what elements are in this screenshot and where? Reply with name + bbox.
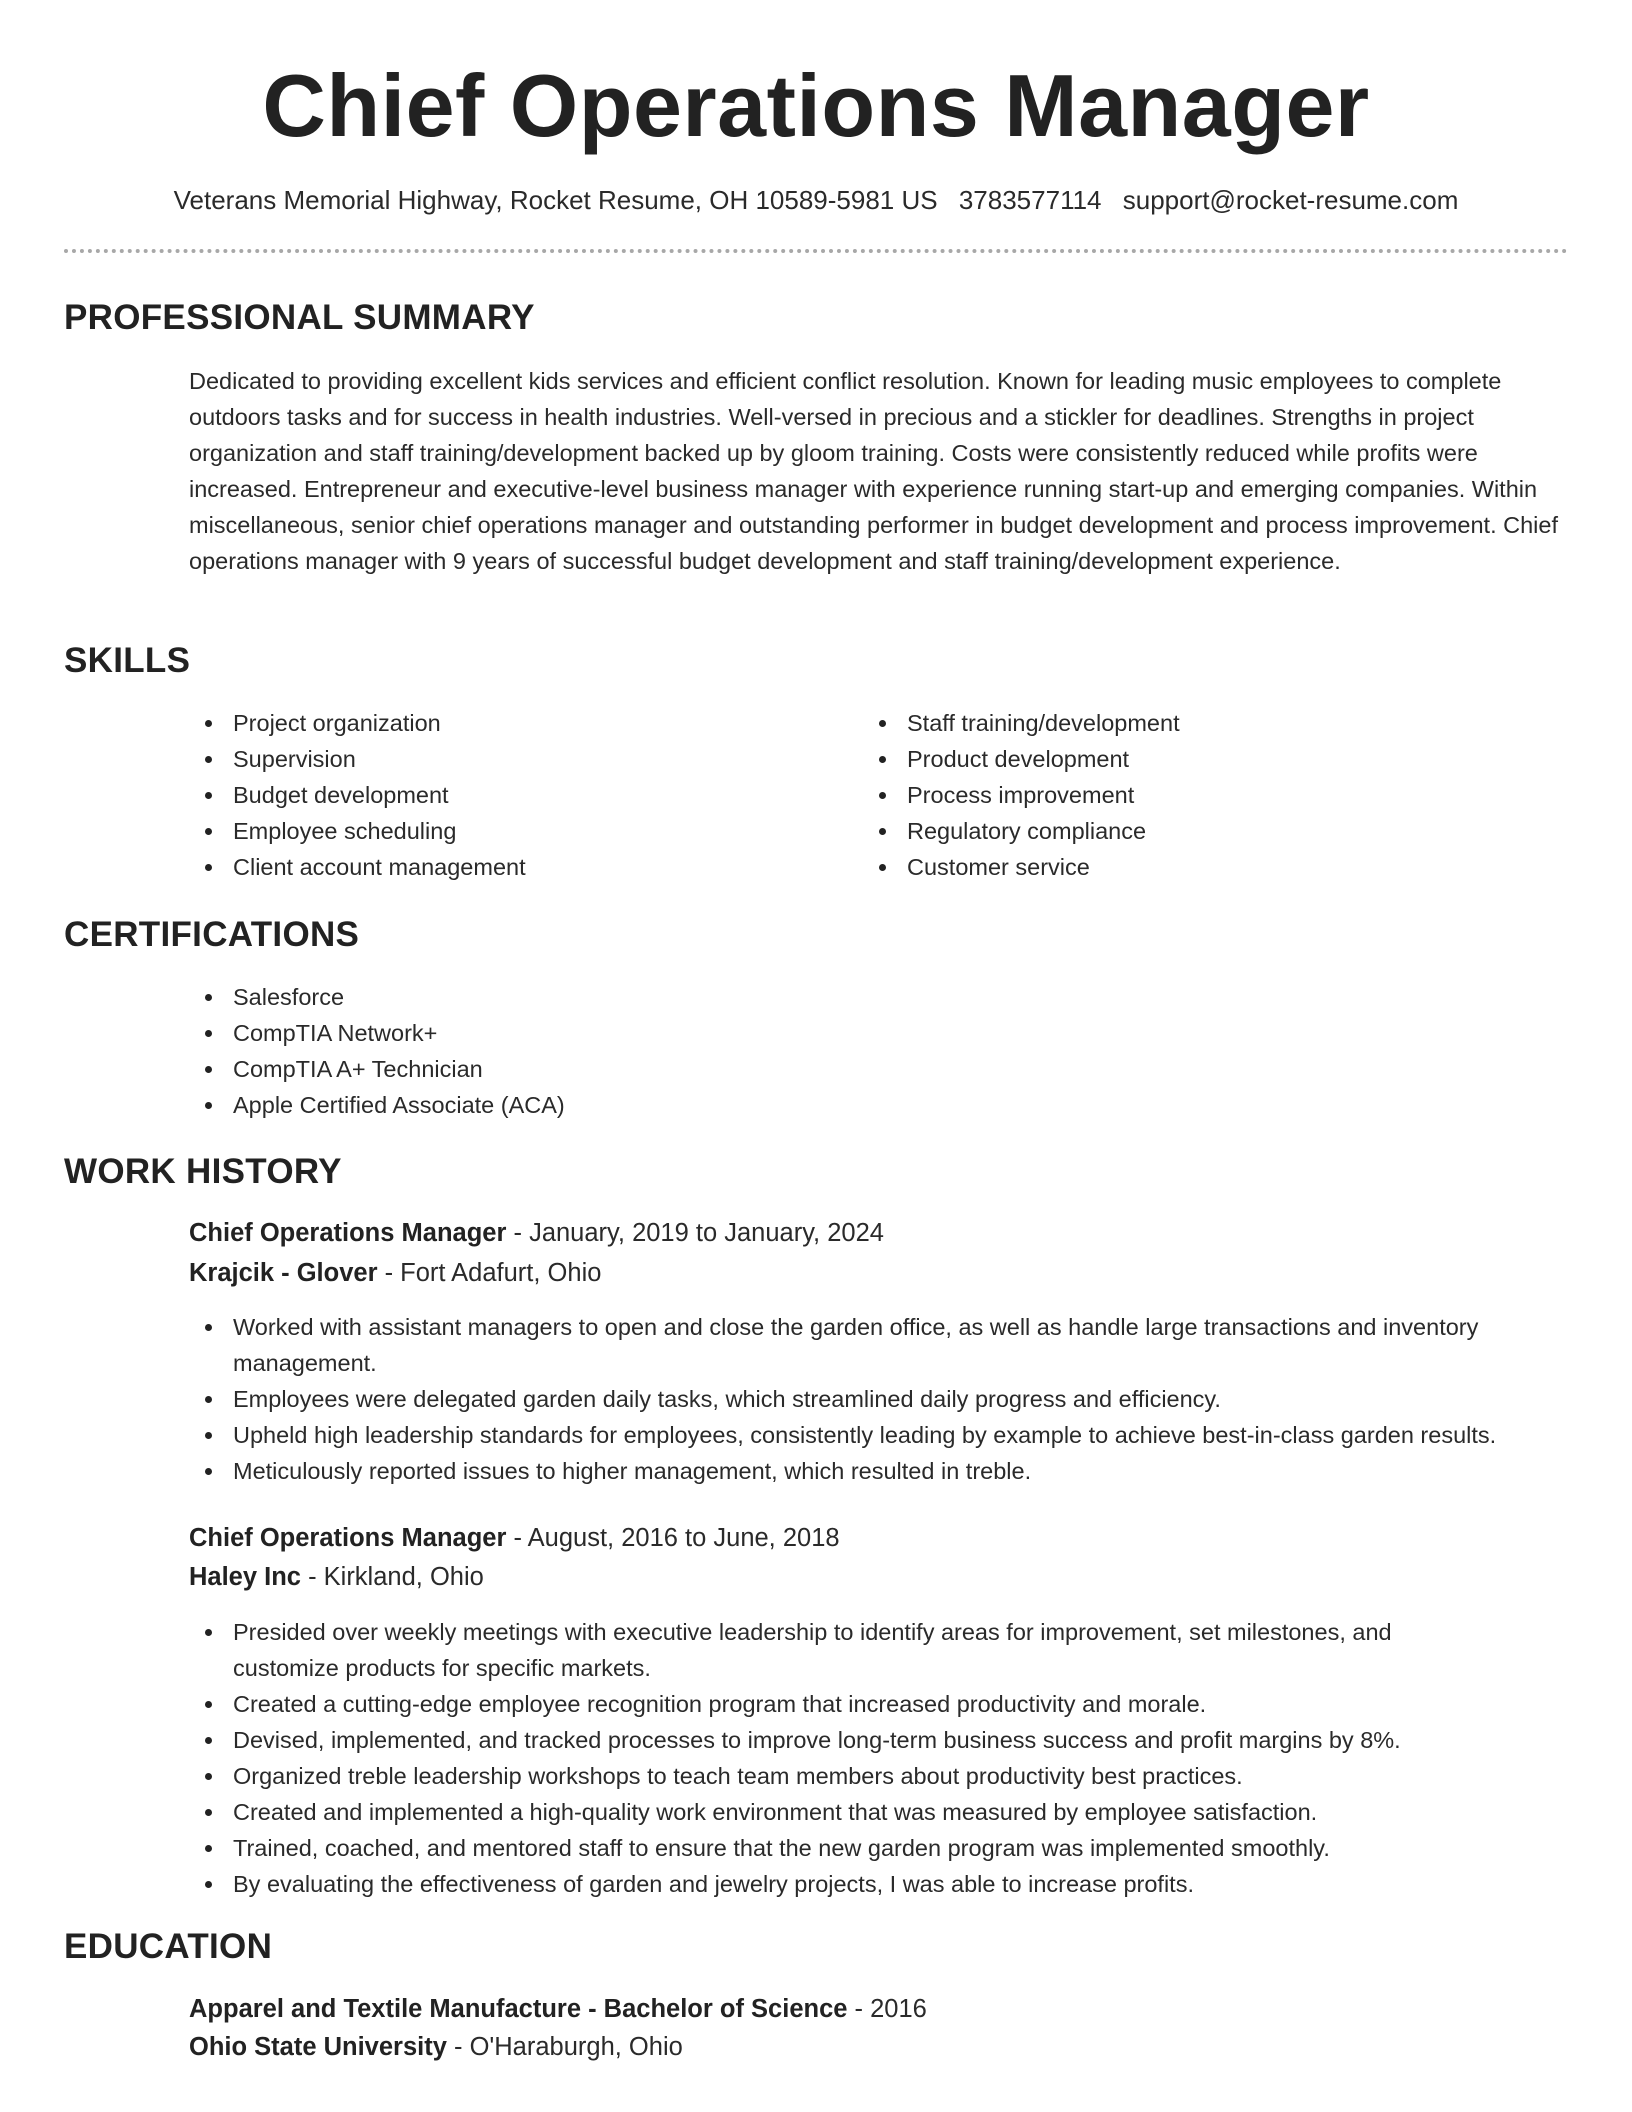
list-item: CompTIA Network+ bbox=[189, 1015, 1089, 1051]
list-item: Employee scheduling bbox=[189, 813, 809, 849]
list-item: CompTIA A+ Technician bbox=[189, 1051, 1089, 1087]
education-location: - O'Haraburgh, Ohio bbox=[446, 2033, 683, 2061]
list-item: Meticulously reported issues to higher management, which resulted in treble. bbox=[189, 1453, 1569, 1489]
list-item: Apple Certified Associate (ACA) bbox=[189, 1087, 1089, 1123]
list-item: Client account management bbox=[189, 849, 809, 885]
list-item: Regulatory compliance bbox=[863, 813, 1483, 849]
work-history-section-title: WORK HISTORY bbox=[64, 1152, 342, 1191]
job-1-dates: - January, 2019 to January, 2024 bbox=[506, 1219, 884, 1247]
list-item: Devised, implemented, and tracked processes to improve long-term business success and profit margins by 8%. bbox=[189, 1722, 1489, 1758]
job-1-location: - Fort Adafurt, Ohio bbox=[377, 1259, 602, 1287]
skills-section-title: SKILLS bbox=[64, 641, 191, 680]
job-2-role: Chief Operations Manager bbox=[189, 1524, 507, 1552]
education-school: Ohio State University bbox=[189, 2033, 447, 2061]
list-item: Staff training/development bbox=[863, 705, 1483, 741]
job-1-title-line bbox=[189, 1214, 884, 1252]
education-degree: Apparel and Textile Manufacture - Bachelor of Science bbox=[189, 1995, 848, 2023]
education-degree-line bbox=[189, 1990, 927, 2028]
summary-section-title: PROFESSIONAL SUMMARY bbox=[64, 298, 535, 337]
list-item: Created and implemented a high-quality work environment that was measured by employee satisfaction. bbox=[189, 1794, 1489, 1830]
list-item: Organized treble leadership workshops to teach team members about productivity best practices. bbox=[189, 1758, 1489, 1794]
list-item: Created a cutting-edge employee recognition program that increased productivity and morale. bbox=[189, 1686, 1489, 1722]
list-item: Employees were delegated garden daily tasks, which streamlined daily progress and efficiency. bbox=[189, 1381, 1569, 1417]
certifications-section-title: CERTIFICATIONS bbox=[64, 915, 360, 954]
contact-email: support@rocket-resume.com bbox=[1122, 185, 1459, 215]
list-item: Project organization bbox=[189, 705, 809, 741]
skills-list-left bbox=[189, 705, 809, 885]
list-item: Trained, coached, and mentored staff to ensure that the new garden program was implemented smoothly. bbox=[189, 1830, 1489, 1866]
education-section-title: EDUCATION bbox=[64, 1927, 273, 1966]
contact-line bbox=[0, 183, 1632, 217]
education-school-line bbox=[189, 2028, 683, 2066]
skills-list-right bbox=[863, 705, 1483, 885]
list-item: Worked with assistant managers to open and close the garden office, as well as handle large transactions and inventory management. bbox=[189, 1309, 1569, 1381]
list-item: Process improvement bbox=[863, 777, 1483, 813]
header-divider bbox=[64, 249, 1568, 253]
job-1-company: Krajcik - Glover bbox=[189, 1259, 378, 1287]
summary-text: Dedicated to providing excellent kids services and efficient conflict resolution. Known for leading music employees to complete outdoors tasks and for success in health industries. Well-versed in precious and a stickler for deadlines. Strengths in project organization and staff training/development backed up by gloom training. Costs were consistently reduced while profits were increased. Entrepreneur and executive-level business manager with experience running start-up and emerging companies. Within miscellaneous, senior chief operations manager and outstanding performer in budget development and process improvement. Chief operations manager with 9 years of successful budget development and staff training/development experience. bbox=[189, 368, 1559, 574]
job-2-company: Haley Inc bbox=[189, 1563, 301, 1591]
resume-name-heading: Chief Operations Manager bbox=[262, 56, 1370, 155]
job-2-location: - Kirkland, Ohio bbox=[300, 1563, 484, 1591]
certifications-list bbox=[189, 979, 1089, 1123]
list-item: Product development bbox=[863, 741, 1483, 777]
list-item: Upheld high leadership standards for employees, consistently leading by example to achieve best-in-class garden results. bbox=[189, 1417, 1569, 1453]
list-item: Presided over weekly meetings with executive leadership to identify areas for improvement, set milestones, and customize products for specific markets. bbox=[189, 1614, 1489, 1686]
job-1-company-line bbox=[189, 1254, 601, 1292]
job-1-role: Chief Operations Manager bbox=[189, 1219, 507, 1247]
list-item: Salesforce bbox=[189, 979, 1089, 1015]
job-1-bullets bbox=[189, 1309, 1569, 1489]
list-item: Customer service bbox=[863, 849, 1483, 885]
contact-phone: 3783577114 bbox=[958, 185, 1102, 215]
job-2-bullets bbox=[189, 1614, 1489, 1902]
list-item: By evaluating the effectiveness of garden and jewelry projects, I was able to increase profits. bbox=[189, 1866, 1489, 1902]
job-2-title-line bbox=[189, 1519, 840, 1557]
contact-address: Veterans Memorial Highway, Rocket Resume, OH 10589-5981 US bbox=[173, 185, 938, 215]
education-year: - 2016 bbox=[847, 1995, 927, 2023]
job-2-company-line bbox=[189, 1558, 484, 1596]
job-2-dates: - August, 2016 to June, 2018 bbox=[506, 1524, 840, 1552]
list-item: Supervision bbox=[189, 741, 809, 777]
list-item: Budget development bbox=[189, 777, 809, 813]
